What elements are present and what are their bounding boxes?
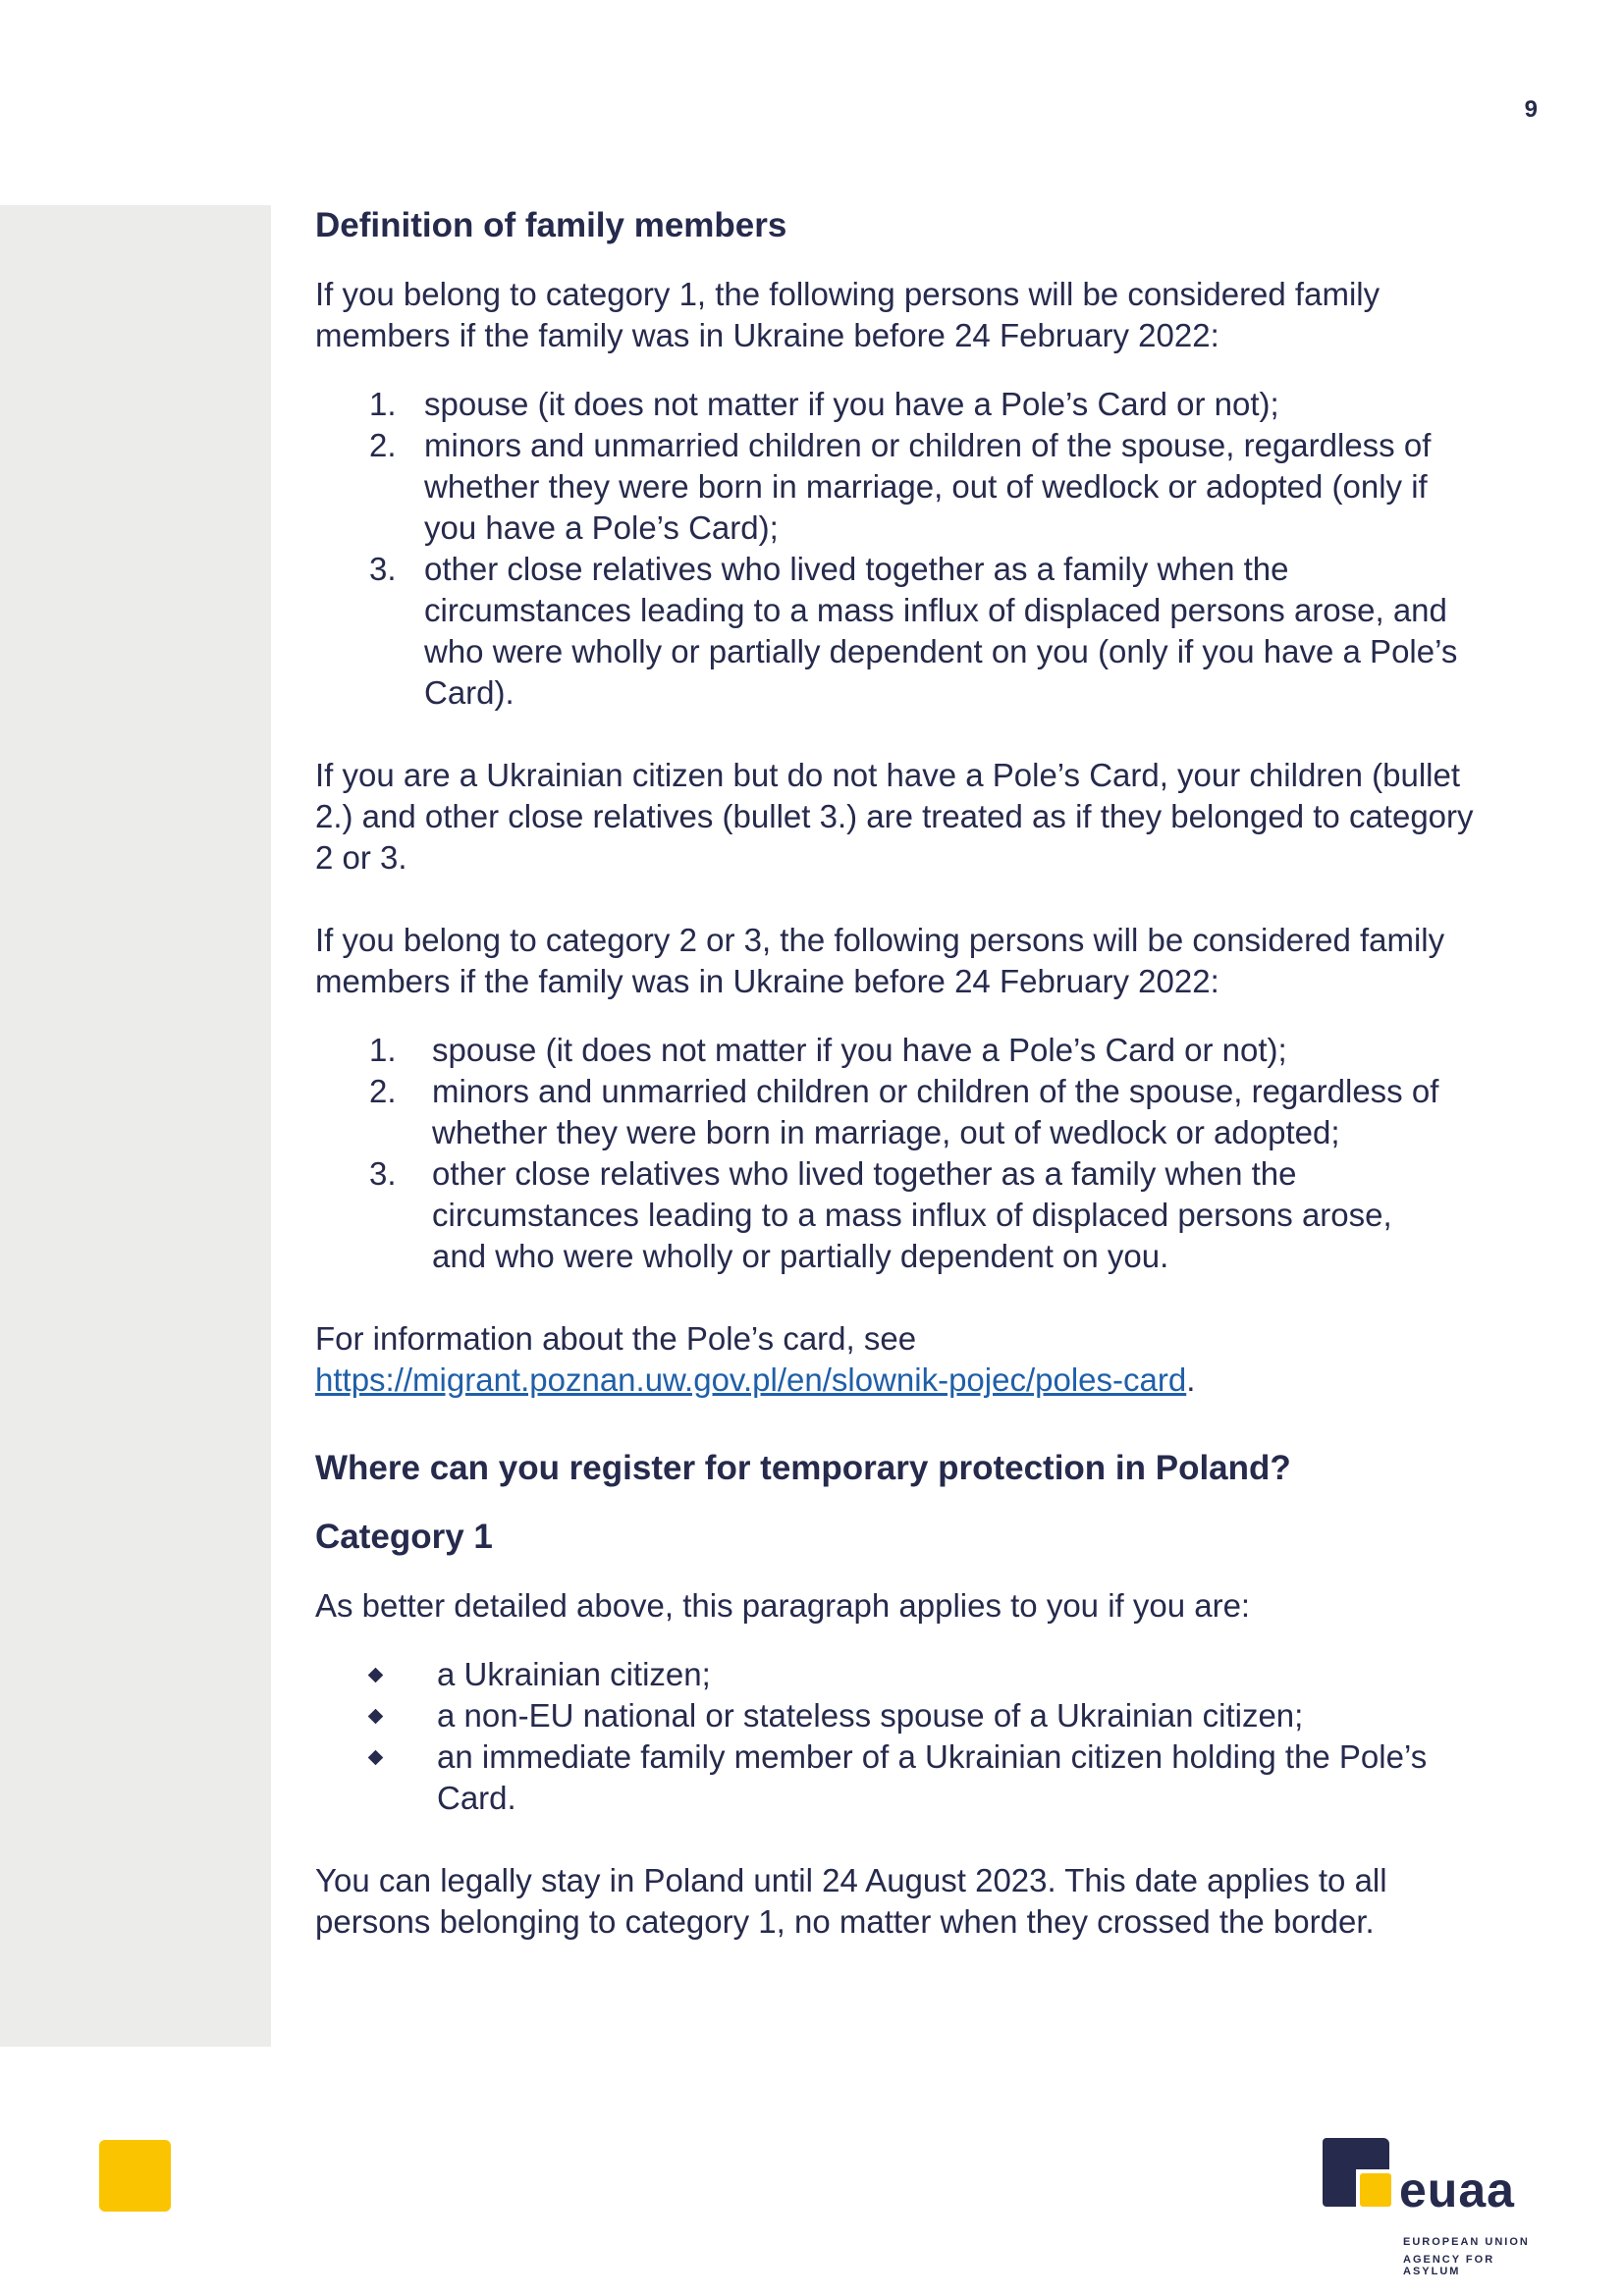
list-item-number: 1. [369,386,397,422]
poles-card-info-suffix: . [1186,1362,1196,1398]
list-item-text: a Ukrainian citizen; [437,1656,711,1692]
diamond-bullet-icon [368,1668,384,1683]
legal-stay-paragraph: You can legally stay in Poland until 24 August 2023. This date applies to all persons belonging to category 1, no matter when they crossed the border. [315,1862,1387,1940]
list-item-number: 2. [369,427,397,463]
list-item-text: an immediate family member of a Ukrainian citizen holding the Pole’s Card. [437,1738,1428,1816]
category23-family-list [315,1030,1493,1277]
diamond-bullet-icon [368,1750,384,1766]
logo-tagline-line2: AGENCY FOR ASYLUM [1403,2254,1495,2277]
euaa-logo-mark-icon [1323,2138,1393,2211]
subheading-category-1: Category 1 [315,1518,493,1556]
list-item-text: minors and unmarried children or children of the spouse, regardless of whether they were born in marriage, out of wedlock or adopted; [432,1073,1439,1150]
list-item-text: minors and unmarried children or children of the spouse, regardless of whether they were born in marriage, out of wedlock or adopted (only if you have a Pole’s Card); [424,427,1432,546]
list-item-text: other close relatives who lived together as a family when the circumstances leading to a mass influx of displaced persons arose, and who were wholly or partially dependent on you. [432,1155,1392,1274]
non-poles-card-note: If you are a Ukrainian citizen but do not have a Pole’s Card, your children (bullet 2.) and other close relatives (bullet 3.) are treated as if they belonged to category 2 or 3. [315,757,1474,876]
page-number: 9 [1524,96,1538,123]
list-item [315,1030,1493,1071]
category1-bullet-list [315,1654,1428,1819]
list-item [315,425,1475,549]
euaa-logo [1323,2138,1539,2295]
list-item-text: a non-EU national or stateless spouse of a Ukrainian citizen; [437,1697,1304,1734]
poles-card-info [315,1318,1484,1401]
diamond-bullet-icon [368,1709,384,1725]
section-heading-register: Where can you register for temporary protection in Poland? [315,1449,1291,1487]
list-item-number: 2. [369,1073,397,1109]
list-item [315,549,1485,714]
category23-intro: If you belong to category 2 or 3, the following persons will be considered family members if the family was in Ukraine before 24 February 2022: [315,922,1445,999]
list-item-number: 3. [369,551,397,587]
category1-family-list [315,384,1493,714]
list-item [315,1695,1425,1736]
list-item [315,1071,1483,1153]
list-item [315,1736,1429,1819]
category1-applies-intro: As better detailed above, this paragraph applies to you if you are: [315,1587,1251,1624]
left-grey-band [0,205,271,2047]
yellow-accent-square [99,2140,171,2212]
list-item-number: 3. [369,1155,397,1192]
logo-tagline-line1: EUROPEAN UNION [1403,2236,1530,2248]
logo-wordmark: euaa [1399,2163,1515,2217]
list-item-text: other close relatives who lived together as a family when the circumstances leading to a mass influx of displaced persons arose, and who were wholly or partially dependent on you (only if you have a Pole’s Card). [424,551,1458,711]
list-item-text: spouse (it does not matter if you have a Pole’s Card or not); [424,386,1279,422]
list-item [315,1153,1424,1277]
section-heading-family-members: Definition of family members [315,206,787,244]
list-item [315,384,1493,425]
category1-intro: If you belong to category 1, the following persons will be considered family members if the family was in Ukraine before 24 February 2022: [315,276,1380,353]
list-item-number: 1. [369,1032,397,1068]
list-item [315,1654,1425,1695]
poles-card-link[interactable]: https://migrant.poznan.uw.gov.pl/en/slownik-pojec/poles-card [315,1362,1187,1398]
main-content [315,205,1493,1943]
list-item-text: spouse (it does not matter if you have a Pole’s Card or not); [432,1032,1287,1068]
poles-card-info-prefix: For information about the Pole’s card, see [315,1320,917,1357]
